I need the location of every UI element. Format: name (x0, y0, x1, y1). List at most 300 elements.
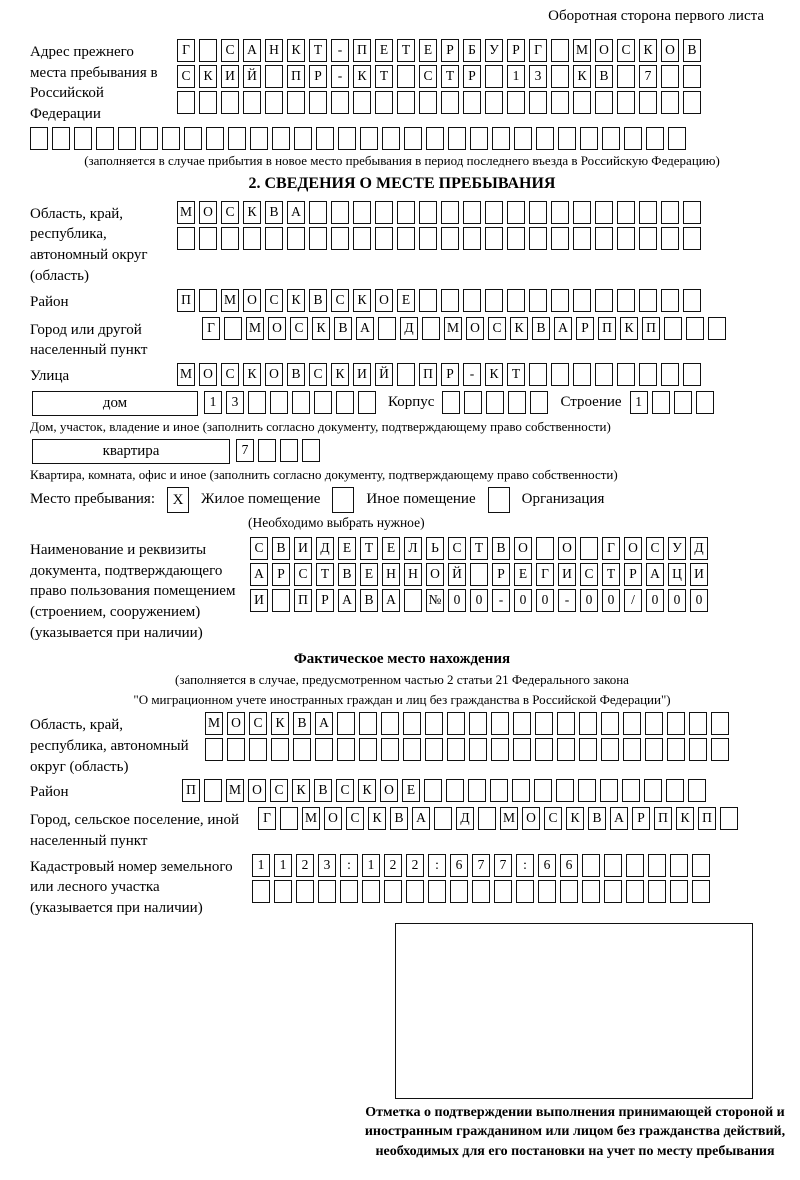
char-cell: Р (624, 563, 642, 586)
char-cell: В (287, 363, 305, 386)
char-cell (318, 880, 336, 903)
char-cell: А (250, 563, 268, 586)
char-cell: 7 (472, 854, 490, 877)
char-cell (622, 779, 640, 802)
char-cell (573, 289, 591, 312)
char-cell: В (492, 537, 510, 560)
char-cell (485, 65, 503, 88)
char-cell (250, 127, 268, 150)
char-cell (478, 807, 496, 830)
char-cell (661, 65, 679, 88)
char-cell: С (646, 537, 664, 560)
char-cell: Р (441, 39, 459, 62)
char-cell (661, 227, 679, 250)
char-cell (337, 738, 355, 761)
char-cell (582, 880, 600, 903)
char-cell (206, 127, 224, 150)
char-cell: В (334, 317, 352, 340)
char-cell: О (595, 39, 613, 62)
char-cell (419, 289, 437, 312)
char-cell: К (510, 317, 528, 340)
char-cell (331, 227, 349, 250)
char-cell: Е (382, 537, 400, 560)
char-cell (463, 201, 481, 224)
char-cell: С (331, 289, 349, 312)
prev-address-row-3 (177, 91, 705, 114)
char-cell: С (265, 289, 283, 312)
char-cell (280, 807, 298, 830)
char-cell (362, 880, 380, 903)
char-cell (560, 880, 578, 903)
korpus-row (442, 391, 552, 414)
char-cell (538, 880, 556, 903)
char-cell: Г (602, 537, 620, 560)
section2-title: 2. СВЕДЕНИЯ О МЕСТЕ ПРЕБЫВАНИЯ (248, 174, 556, 192)
char-cell (600, 779, 618, 802)
char-cell (485, 91, 503, 114)
char-cell: М (246, 317, 264, 340)
char-cell: Е (514, 563, 532, 586)
char-cell (683, 201, 701, 224)
char-cell: Р (272, 563, 290, 586)
char-cell: Е (397, 289, 415, 312)
char-cell (573, 91, 591, 114)
char-cell: М (226, 779, 244, 802)
char-cell: Т (397, 39, 415, 62)
char-cell: О (199, 363, 217, 386)
char-cell: 6 (560, 854, 578, 877)
char-cell (529, 289, 547, 312)
char-cell: Д (400, 317, 418, 340)
char-cell (162, 127, 180, 150)
char-cell (512, 779, 530, 802)
char-cell: О (243, 289, 261, 312)
char-cell: 1 (252, 854, 270, 877)
char-cell (661, 91, 679, 114)
char-cell: Й (448, 563, 466, 586)
char-cell: Д (456, 807, 474, 830)
char-cell (338, 127, 356, 150)
char-cell (397, 65, 415, 88)
ulitsa-row (177, 363, 705, 386)
char-cell: В (390, 807, 408, 830)
char-cell (535, 712, 553, 735)
char-cell (689, 738, 707, 761)
char-cell: Т (375, 65, 393, 88)
char-cell: О (375, 289, 393, 312)
char-cell (249, 738, 267, 761)
char-cell: 0 (690, 589, 708, 612)
stroenie-label: Строение (560, 393, 622, 410)
char-cell: К (271, 712, 289, 735)
mesto-prebyvaniya-line (30, 487, 774, 513)
mesto-note: (Необходимо выбрать нужное) (248, 514, 425, 530)
char-cell: К (199, 65, 217, 88)
char-cell: 0 (580, 589, 598, 612)
char-cell (204, 779, 222, 802)
char-cell: Е (419, 39, 437, 62)
char-cell (507, 227, 525, 250)
char-cell: С (580, 563, 598, 586)
char-cell: Г (536, 563, 554, 586)
document-row-3 (250, 589, 712, 612)
char-cell: - (463, 363, 481, 386)
char-cell (375, 201, 393, 224)
char-cell (140, 127, 158, 150)
char-cell: Т (507, 363, 525, 386)
char-cell (382, 127, 400, 150)
char-cell: : (428, 854, 446, 877)
char-cell (646, 127, 664, 150)
char-cell (595, 91, 613, 114)
char-cell: О (199, 201, 217, 224)
char-cell (302, 439, 320, 462)
char-cell (683, 363, 701, 386)
char-cell: Г (258, 807, 276, 830)
char-cell (280, 439, 298, 462)
char-cell: Т (309, 39, 327, 62)
char-cell: В (588, 807, 606, 830)
char-cell: М (573, 39, 591, 62)
char-cell: К (358, 779, 376, 802)
char-cell (419, 227, 437, 250)
char-cell (686, 317, 704, 340)
char-cell (419, 201, 437, 224)
char-cell (446, 779, 464, 802)
char-cell: И (558, 563, 576, 586)
char-cell (595, 201, 613, 224)
char-cell (692, 854, 710, 877)
char-cell (485, 201, 503, 224)
char-cell (551, 91, 569, 114)
stamp-caption: Отметка о подтверждении выполнения принимающей стороной и иностранным гражданином или лицом без гражданства действий, необходимых для его постановки на учет по месту пребывания (364, 1104, 786, 1159)
kadastr-row-2 (252, 880, 714, 903)
char-cell (469, 712, 487, 735)
char-cell: К (639, 39, 657, 62)
char-cell: К (573, 65, 591, 88)
char-cell (557, 712, 575, 735)
char-cell (470, 127, 488, 150)
char-cell (340, 880, 358, 903)
char-cell: 0 (448, 589, 466, 612)
char-cell: С (336, 779, 354, 802)
char-cell (270, 391, 288, 414)
char-cell (448, 127, 466, 150)
fact-oblast-row-2 (205, 738, 733, 761)
char-cell: В (338, 563, 356, 586)
char-cell: С (177, 65, 195, 88)
char-cell: К (331, 363, 349, 386)
char-cell: М (221, 289, 239, 312)
prev-address-row-2 (177, 65, 705, 88)
char-cell: М (302, 807, 320, 830)
char-cell (404, 127, 422, 150)
gorod-row (202, 317, 730, 340)
char-cell (639, 91, 657, 114)
char-cell (228, 127, 246, 150)
char-cell (536, 537, 554, 560)
char-cell: П (598, 317, 616, 340)
gorod-label: Город или другой населенный пункт (30, 321, 148, 359)
char-cell: 1 (204, 391, 222, 414)
char-cell (426, 127, 444, 150)
char-cell (579, 712, 597, 735)
page-header-note: Оборотная сторона первого листа (548, 8, 764, 24)
document-rows (250, 537, 712, 615)
char-cell (557, 738, 575, 761)
char-cell (30, 127, 48, 150)
char-cell (378, 317, 396, 340)
char-cell (664, 317, 682, 340)
char-cell: К (620, 317, 638, 340)
char-cell: А (356, 317, 374, 340)
char-cell (617, 91, 635, 114)
char-cell (271, 738, 289, 761)
char-cell (551, 289, 569, 312)
char-cell: О (268, 317, 286, 340)
char-cell: Й (243, 65, 261, 88)
char-cell (696, 391, 714, 414)
char-cell (529, 227, 547, 250)
char-cell (221, 91, 239, 114)
char-cell: А (315, 712, 333, 735)
char-cell (668, 127, 686, 150)
char-cell: А (338, 589, 356, 612)
char-cell: О (324, 807, 342, 830)
char-cell: В (293, 712, 311, 735)
char-cell: О (248, 779, 266, 802)
char-cell (645, 738, 663, 761)
char-cell (224, 317, 242, 340)
char-cell: К (287, 39, 305, 62)
char-cell: Т (470, 537, 488, 560)
char-cell: О (265, 363, 283, 386)
char-cell: Р (316, 589, 334, 612)
kadastr-block (30, 854, 774, 919)
char-cell (534, 779, 552, 802)
char-cell (118, 127, 136, 150)
organizaciya-checkbox (488, 487, 510, 513)
char-cell (617, 289, 635, 312)
kadastr-rows (252, 854, 714, 906)
char-cell (331, 91, 349, 114)
char-cell: С (221, 201, 239, 224)
raion-block (30, 289, 774, 315)
char-cell (287, 227, 305, 250)
char-cell (265, 65, 283, 88)
char-cell: Е (338, 537, 356, 560)
char-cell: К (368, 807, 386, 830)
char-cell (315, 738, 333, 761)
char-cell (243, 227, 261, 250)
char-cell: В (595, 65, 613, 88)
dom-type-box: дом (32, 391, 198, 416)
char-cell (720, 807, 738, 830)
char-cell (617, 227, 635, 250)
char-cell (296, 880, 314, 903)
char-cell: В (532, 317, 550, 340)
char-cell: Г (177, 39, 195, 62)
fact-title: Фактическое место нахождения (293, 651, 511, 668)
document-row-2 (250, 563, 712, 586)
char-cell (513, 712, 531, 735)
char-cell: 1 (630, 391, 648, 414)
char-cell (397, 227, 415, 250)
char-cell (397, 91, 415, 114)
char-cell (184, 127, 202, 150)
char-cell: С (488, 317, 506, 340)
char-cell (688, 779, 706, 802)
char-cell (353, 91, 371, 114)
char-cell (514, 127, 532, 150)
char-cell (639, 201, 657, 224)
char-cell: 7 (236, 439, 254, 462)
char-cell: № (426, 589, 444, 612)
char-cell (397, 363, 415, 386)
char-cell: Н (265, 39, 283, 62)
char-cell (573, 227, 591, 250)
char-cell (582, 854, 600, 877)
kadastr-row-1 (252, 854, 714, 877)
char-cell (441, 201, 459, 224)
char-cell (639, 363, 657, 386)
char-cell (425, 712, 443, 735)
char-cell (434, 807, 452, 830)
char-cell (551, 65, 569, 88)
char-cell (404, 589, 422, 612)
char-cell (711, 738, 729, 761)
char-cell: Е (402, 779, 420, 802)
char-cell: С (294, 563, 312, 586)
char-cell (381, 712, 399, 735)
char-cell (711, 712, 729, 735)
char-cell: В (314, 779, 332, 802)
char-cell: К (676, 807, 694, 830)
char-cell (535, 738, 553, 761)
char-cell: У (668, 537, 686, 560)
fact-caption-1: (заполняется в случае, предусмотренном частью 2 статьи 21 Федерального закона (175, 672, 629, 688)
char-cell (652, 391, 670, 414)
char-cell (624, 127, 642, 150)
char-cell: С (544, 807, 562, 830)
char-cell (309, 201, 327, 224)
char-cell: П (353, 39, 371, 62)
char-cell (384, 880, 402, 903)
char-cell (692, 880, 710, 903)
dom-caption: Дом, участок, владение и иное (заполнить согласно документу, подтверждающему право собственности) (30, 418, 611, 434)
fact-oblast-label: Область, край, республика, автономный округ (область) (30, 717, 189, 775)
char-cell (469, 738, 487, 761)
kvartira-row (236, 439, 324, 462)
char-cell (530, 391, 548, 414)
char-cell: 3 (529, 65, 547, 88)
char-cell (252, 880, 270, 903)
char-cell: 1 (507, 65, 525, 88)
fact-gorod-row (258, 807, 742, 830)
char-cell (580, 127, 598, 150)
char-cell (314, 391, 332, 414)
char-cell (424, 779, 442, 802)
char-cell: И (294, 537, 312, 560)
fact-gorod-block (30, 807, 774, 851)
char-cell (52, 127, 70, 150)
char-cell (507, 201, 525, 224)
char-cell (243, 91, 261, 114)
char-cell: О (514, 537, 532, 560)
char-cell: А (412, 807, 430, 830)
char-cell: 3 (226, 391, 244, 414)
char-cell: 6 (450, 854, 468, 877)
char-cell (199, 91, 217, 114)
char-cell: 0 (646, 589, 664, 612)
inoe-label: Иное помещение (366, 490, 476, 507)
char-cell: Ц (668, 563, 686, 586)
char-cell: П (642, 317, 660, 340)
raion-label: Район (30, 293, 69, 310)
char-cell: - (331, 65, 349, 88)
prev-address-label: Адрес прежнего места пребывания в Российской Федерации (30, 44, 158, 123)
char-cell: С (290, 317, 308, 340)
char-cell (666, 779, 684, 802)
char-cell (428, 880, 446, 903)
char-cell: П (419, 363, 437, 386)
char-cell (265, 91, 283, 114)
char-cell (199, 227, 217, 250)
char-cell (683, 227, 701, 250)
char-cell (447, 712, 465, 735)
char-cell (96, 127, 114, 150)
char-cell (601, 738, 619, 761)
char-cell (639, 227, 657, 250)
char-cell (331, 201, 349, 224)
char-cell (463, 91, 481, 114)
ulitsa-label: Улица (30, 367, 70, 384)
kvartira-line (32, 439, 774, 465)
char-cell (626, 854, 644, 877)
document-label: Наименование и реквизиты документа, подтверждающего право пользования помещением (строением, сооружением) (указывается при наличии) (30, 541, 236, 641)
char-cell (441, 227, 459, 250)
char-cell (513, 738, 531, 761)
char-cell (74, 127, 92, 150)
char-cell: Н (404, 563, 422, 586)
char-cell: / (624, 589, 642, 612)
char-cell (425, 738, 443, 761)
char-cell (353, 201, 371, 224)
char-cell (470, 563, 488, 586)
kvartira-type-box: квартира (32, 439, 230, 464)
char-cell: 7 (639, 65, 657, 88)
char-cell (177, 227, 195, 250)
char-cell: - (558, 589, 576, 612)
char-cell: 0 (602, 589, 620, 612)
char-cell: Р (576, 317, 594, 340)
char-cell: А (243, 39, 261, 62)
char-cell: 1 (274, 854, 292, 877)
char-cell (272, 589, 290, 612)
char-cell: С (309, 363, 327, 386)
char-cell (177, 91, 195, 114)
char-cell (463, 289, 481, 312)
char-cell: - (331, 39, 349, 62)
char-cell: О (426, 563, 444, 586)
char-cell (558, 127, 576, 150)
oblast-row-2 (177, 227, 705, 250)
char-cell: 7 (494, 854, 512, 877)
char-cell: А (554, 317, 572, 340)
prev-address-overflow-row (30, 127, 774, 150)
char-cell (674, 391, 692, 414)
char-cell (468, 779, 486, 802)
